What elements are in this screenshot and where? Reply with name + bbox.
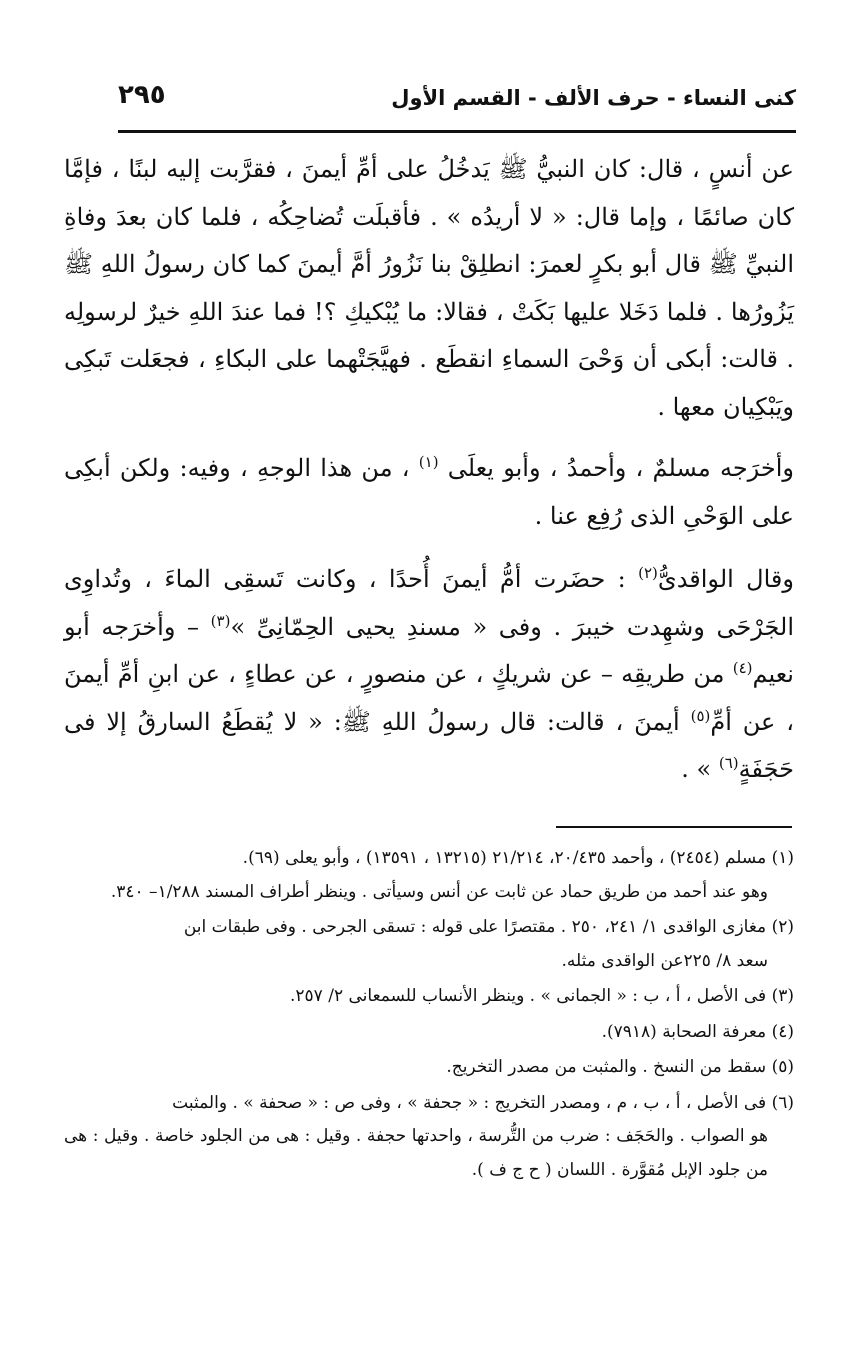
paragraph-text: » . [681,755,712,783]
header-divider [118,130,796,133]
footnote-6 [64,1087,794,1188]
footnote-1 [64,842,794,909]
running-header [118,78,796,130]
footnote-continuation: هو الصواب . والحَجَف : ضرب من التُّرسة ، واحدتها حجفة . وقيل : هى من الجلود خاصة . وقيل : هى من جلود الإبل مُقوَّرة . اللسان ( ح ج ف ). [64,1126,768,1180]
footnote-text: (١) مسلم (٢٤٥٤) ، وأحمد ٢٠/٤٣٥، ٢١/٢١٤ (١٣٢١٥ ، ١٣٥٩١) ، وأبو يعلى (٦٩). [242,848,794,868]
footnote-ref-6: (٦) [718,754,739,772]
footnote-continuation: وهو عند أحمد من طريق حماد عن ثابت عن أنس وسيأتى . وينظر أطراف المسند ١/٢٨٨– ٣٤٠. [110,881,768,902]
footnote-2 [64,911,794,978]
paragraph-hadith: عن أنسٍ ، قال: كان النبيُّ ﷺ يَدخُلُ على أمِّ أيمنَ ، فقرَّبت إليه لبنًا ، فإمَّا كان صائمًا ، وإما قال: « لا أريدُه » . فأقبلَت تُضاحِكُه ، فلما كان بعدَ وفاةِ النبيِّ ﷺ قال أبو بكرٍ لعمرَ: انطلِقْ بنا نَزُورُ أمَّ أيمنَ كما كان رسولُ اللهِ ﷺ يَزُورُها . فلما دَخَلا عليها بَكَتْ ، فقالا: ما يُبْكيكِ ؟! فما عندَ اللهِ خيرٌ لرسولِه . قالت: أبكى أن وَحْىَ السماءِ انقطَع . فهيَّجَتْهما على البكاءِ ، فجعَلت تَبكِى ويَبْكِيان معها . [64,155,794,421]
footnote-divider [556,826,792,828]
paragraph-takhrij [64,445,794,540]
footnote-ref-3: (٣) [210,611,231,630]
main-text [64,146,794,810]
header-title: كنى النساء - حرف الألف - القسم الأول [391,86,796,110]
paragraph-text: وقال الواقدىُّ [657,565,794,593]
page-number: ٢٩٥ [118,80,166,110]
footnote-ref-4: (٤) [732,659,753,677]
footnote-ref-2: (٢) [638,564,658,582]
paragraph-text: : حضَرت أمُّ أيمنَ أُحدًا ، وكانت تَسقِى الماءَ ، وتُداوِى الجَرْحَى وشهِدت خيبرَ . وفى « مسندِ يحيى الحِمّانِىِّ » [64,565,794,641]
footnote-ref-5: (٥) [690,706,711,725]
footnote-ref-1: (١) [418,453,439,471]
paragraph-waqidi [64,556,794,794]
footnote-text: (٣) فى الأصل ، أ ، ب : « الجمانى » . وينظر الأنساب للسمعانى ٢/ ٢٥٧. [290,986,794,1006]
paragraph-text: من طريقِه – عن شريكٍ ، عن منصورٍ ، عن عطاءٍ ، عن ابنِ أمِّ أيمنَ ، عن أمِّ [64,660,794,736]
footnote-5 [64,1051,794,1085]
footnote-text: (٥) سقط من النسخ . والمثبت من مصدر التخريج. [446,1057,794,1077]
footnote-3 [64,980,794,1014]
footnote-4 [64,1016,794,1050]
footnotes [64,842,794,1189]
paragraph-text: وأخرَجه مسلمٌ ، وأحمدُ ، وأبو يعلَى [447,454,794,482]
paragraph-text: ، من هذا الوجهِ ، وفيه: ولكن أبكِى على الوَحْىِ الذى رُفِع عنا . [64,454,794,530]
footnote-text: (٦) فى الأصل ، أ ، ب ، م ، ومصدر التخريج : « جحفة » ، وفى ص : « صحفة » . والمثبت [172,1092,794,1113]
paragraph-text: أيمنَ ، قالت: قال رسولُ اللهِ ﷺ: « لا يُقطَعُ السارقُ إلا فى حَجَفَةٍ [64,707,794,783]
footnote-continuation: سعد ٨/ ٢٢٥عن الواقدى مثله. [561,950,768,971]
footnote-text: (٤) معرفة الصحابة (٧٩١٨). [601,1021,794,1042]
paragraph-text: – وأخرَجه أبو نعيم [64,612,794,688]
footnote-text: (٢) مغازى الواقدى ١/ ٢٤١، ٢٥٠ . مقتصرًا على قوله : تسقى الجرحى . وفى طبقات ابن [183,917,794,937]
